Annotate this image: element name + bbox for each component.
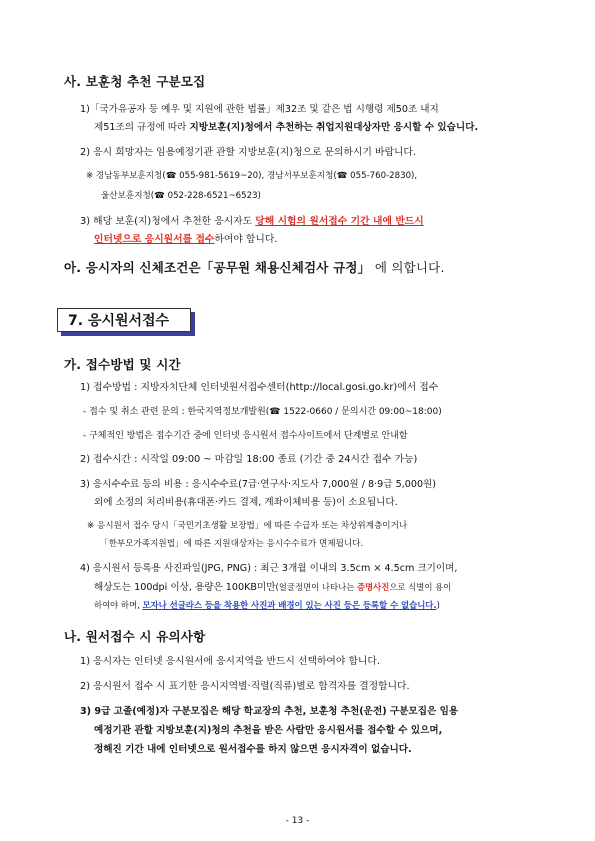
na-item-3-line-3: 정해진 기간 내에 인터넷으로 원서접수를 하지 않으면 응시자격이 없습니다. bbox=[94, 744, 412, 755]
ga-item-3-line-2: 외에 소정의 처리비용(휴대폰·카드 결제, 계좌이체비용 등)이 소요됩니다. bbox=[94, 497, 398, 508]
ga-item-4-close: ) bbox=[436, 600, 440, 610]
sa-item-1-text: 제51조의 규정에 따라 bbox=[94, 122, 190, 133]
na-item-3-line-2: 예정기관 관할 지방보훈(지)청의 추천을 받은 사람만 응시원서를 접수할 수 있으며, bbox=[94, 725, 443, 736]
section-a-heading bbox=[64, 258, 445, 276]
ga-item-4-line-3 bbox=[94, 599, 440, 611]
na-item-1: 1) 응시자는 인터넷 응시원서에 응시지역을 반드시 선택하여야 합니다. bbox=[80, 656, 380, 667]
ga-item-1: 1) 접수방법 : 지방자치단체 인터넷원서접수센터(http://local.gosi.go.kr)에서 접수 bbox=[80, 382, 439, 393]
ga-item-4-warning: 모자나 선글라스 등을 착용한 사진과 배경이 있는 사진 등은 등록할 수 없습니다. bbox=[142, 600, 437, 610]
ga-dash-2: - 구체적인 방법은 접수기간 중에 인터넷 응시원서 접수사이트에서 단계별로 안내함 bbox=[83, 431, 408, 441]
section-7-title-box bbox=[57, 308, 191, 332]
section-a-tail: 에 의합니다. bbox=[374, 260, 445, 275]
sa-item-3-line-1 bbox=[80, 215, 424, 229]
ga-item-4-photo: 증명사진 bbox=[356, 582, 390, 592]
ga-item-4-text: 해상도는 100dpi 이상, 용량은 100KB미만 bbox=[94, 582, 276, 593]
section-sa-heading: 사. 보훈청 추천 구분모집 bbox=[64, 74, 206, 89]
sa-item-1-emphasis: 지방보훈(지)청에서 추천하는 취업지원대상자만 응시할 수 있습니다. bbox=[189, 122, 479, 133]
na-item-3-line-1: 3) 9급 고졸(예정)자 구분모집은 해당 학교장의 추천, 보훈청 추천(운전) 구분모집은 임용 bbox=[80, 706, 459, 717]
ga-item-3-line-1: 3) 응시수수료 등의 비용 : 응시수수료(7급·연구사·지도사 7,000원 / 8·9급 5,000원) bbox=[80, 479, 437, 490]
ga-item-4-l3-text: 하여야 하며, bbox=[94, 600, 143, 610]
sa-item-3-red-1: 당해 시험의 원서접수 기간 내에 반드시 bbox=[255, 216, 424, 227]
ga-dash-1: - 접수 및 취소 관련 문의 : 한국지역정보개발원(☎ 1522-0660 / 문의시간 09:00~18:00) bbox=[83, 407, 442, 417]
sa-note-line-2: 울산보훈지청(☎ 052-228-6521~6523) bbox=[101, 191, 261, 201]
sa-item-1-line-2 bbox=[94, 121, 478, 135]
page-number: - 13 - bbox=[285, 816, 310, 826]
sa-note-line-1: ※ 경남동부보훈지청(☎ 055-981-5619~20), 경남서부보훈지청(☎ 055-760-2830), bbox=[86, 171, 418, 181]
na-item-2: 2) 응시원서 접수 시 표기한 응시지역별·직렬(직류)별로 합격자를 결정합니다. bbox=[80, 681, 410, 692]
sa-item-3-line-2 bbox=[94, 233, 277, 247]
ga-note-line-1: ※ 응시원서 접수 당시「국민기초생활 보장법」에 따른 수급자 또는 차상위계층이거나 bbox=[87, 521, 408, 531]
sa-item-1-line-1: 1)「국가유공자 등 예우 및 지원에 관한 법률」제32조 및 같은 법 시행령 제50조 내지 bbox=[80, 104, 439, 115]
sa-item-3-red-2: 인터넷으로 응시원서를 접수 bbox=[94, 234, 215, 245]
ga-item-4-line-1: 4) 응시원서 등록용 사진파일(JPG, PNG) : 최근 3개월 이내의 3.5cm × 4.5cm 크기이며, bbox=[80, 563, 458, 574]
ga-item-2: 2) 접수시간 : 시작일 09:00 ~ 마감일 18:00 종료 (기간 중 24시간 접수 가능) bbox=[80, 454, 418, 465]
ga-item-4-paren: (얼굴정면이 나타나는 bbox=[275, 582, 357, 592]
section-na-heading: 나. 원서접수 시 유의사항 bbox=[64, 629, 206, 644]
ga-item-4-line-2 bbox=[94, 580, 451, 595]
section-ga-heading: 가. 접수방법 및 시간 bbox=[64, 357, 181, 372]
ga-item-4-paren-tail: 으로 식별이 용이 bbox=[389, 582, 452, 592]
sa-item-2: 2) 응시 희망자는 임용예정기관 관할 지방보훈(지)청으로 문의하시기 바랍니다. bbox=[80, 147, 416, 158]
sa-item-3-tail: 하여야 합니다. bbox=[214, 234, 278, 245]
ga-note-line-2: 「한부모가족지원법」에 따른 지원대상자는 응시수수료가 면제됩니다. bbox=[100, 539, 364, 549]
section-7-title: 7. 응시원서접수 bbox=[68, 313, 170, 329]
section-a-title: 아. 응시자의 신체조건은「공무원 채용신체검사 규정」 bbox=[64, 260, 371, 275]
sa-item-3-text: 3) 해당 보훈(지)청에서 추천한 응시자도 bbox=[80, 216, 256, 227]
